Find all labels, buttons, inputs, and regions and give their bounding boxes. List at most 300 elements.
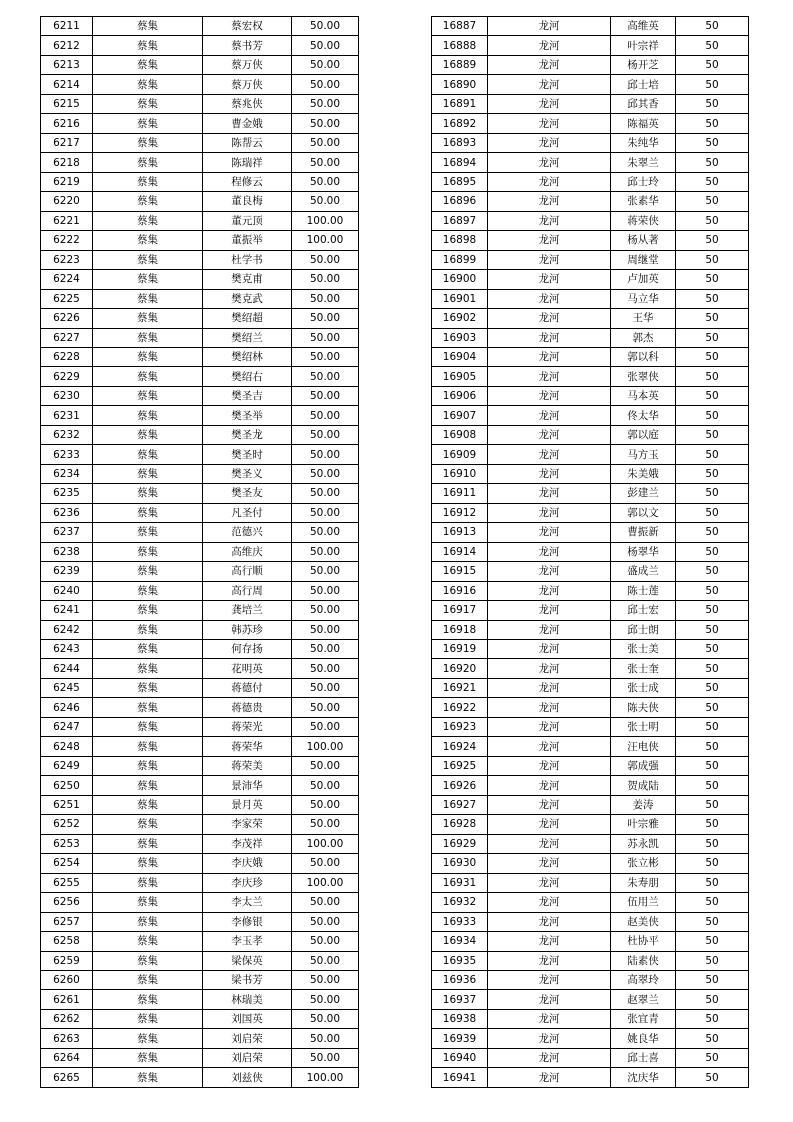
amount-cell: 50.00 (292, 1048, 359, 1067)
amount-cell: 50 (676, 990, 749, 1009)
person-name-cell: 蔡万侠 (203, 55, 292, 74)
row-number-cell: 6245 (41, 678, 93, 697)
village-cell: 蔡集 (93, 542, 203, 561)
row-number-cell: 16927 (432, 795, 488, 814)
row-number-cell: 16933 (432, 912, 488, 931)
table-row (432, 776, 749, 795)
amount-cell: 50 (676, 328, 749, 347)
amount-cell: 50.00 (292, 893, 359, 912)
amount-cell: 50 (676, 756, 749, 775)
person-name-cell: 张士明 (611, 717, 676, 736)
table-row (41, 367, 359, 386)
village-cell: 蔡集 (93, 854, 203, 873)
amount-cell: 50 (676, 912, 749, 931)
person-name-cell: 汪电侠 (611, 737, 676, 756)
person-name-cell: 卢加英 (611, 270, 676, 289)
person-name-cell: 佟太华 (611, 406, 676, 425)
village-cell: 龙河 (488, 75, 611, 94)
amount-cell: 50 (676, 795, 749, 814)
row-number-cell: 16925 (432, 756, 488, 775)
table-row (41, 114, 359, 133)
village-cell: 蔡集 (93, 328, 203, 347)
amount-cell: 50 (676, 951, 749, 970)
amount-cell: 50.00 (292, 542, 359, 561)
village-cell: 蔡集 (93, 659, 203, 678)
table-row (432, 717, 749, 736)
village-cell: 蔡集 (93, 912, 203, 931)
person-name-cell: 樊绍超 (203, 309, 292, 328)
row-number-cell: 16888 (432, 36, 488, 55)
person-name-cell: 刘国英 (203, 1009, 292, 1028)
person-name-cell: 邱士喜 (611, 1048, 676, 1067)
person-name-cell: 李家荣 (203, 815, 292, 834)
table-row (432, 309, 749, 328)
village-cell: 蔡集 (93, 1029, 203, 1048)
table-row (41, 776, 359, 795)
table-row (41, 698, 359, 717)
amount-cell: 50.00 (292, 386, 359, 405)
table-row (432, 659, 749, 678)
person-name-cell: 刘启荣 (203, 1048, 292, 1067)
person-name-cell: 樊圣时 (203, 445, 292, 464)
table-row (41, 133, 359, 152)
amount-cell: 50.00 (292, 17, 359, 36)
table-row (41, 737, 359, 756)
amount-cell: 50.00 (292, 250, 359, 269)
table-row (432, 347, 749, 366)
row-number-cell: 16891 (432, 94, 488, 113)
village-cell: 龙河 (488, 386, 611, 405)
row-number-cell: 16900 (432, 270, 488, 289)
row-number-cell: 16919 (432, 640, 488, 659)
amount-cell: 50 (676, 367, 749, 386)
village-cell: 蔡集 (93, 1068, 203, 1087)
person-name-cell: 蒋荣美 (203, 756, 292, 775)
amount-cell: 50.00 (292, 854, 359, 873)
village-cell: 龙河 (488, 309, 611, 328)
row-number-cell: 16928 (432, 815, 488, 834)
person-name-cell: 樊克甫 (203, 270, 292, 289)
person-name-cell: 杨从著 (611, 231, 676, 250)
person-name-cell: 蒋荣华 (203, 737, 292, 756)
village-cell: 龙河 (488, 231, 611, 250)
row-number-cell: 16917 (432, 601, 488, 620)
amount-cell: 50.00 (292, 912, 359, 931)
village-cell: 龙河 (488, 133, 611, 152)
amount-cell: 50.00 (292, 347, 359, 366)
row-number-cell: 6219 (41, 172, 93, 191)
table-row (432, 854, 749, 873)
person-name-cell: 杨开芝 (611, 55, 676, 74)
row-number-cell: 6228 (41, 347, 93, 366)
amount-cell: 50 (676, 211, 749, 230)
village-cell: 蔡集 (93, 932, 203, 951)
person-name-cell: 樊圣举 (203, 406, 292, 425)
table-row (432, 932, 749, 951)
table-row (41, 562, 359, 581)
village-cell: 龙河 (488, 795, 611, 814)
table-row (432, 250, 749, 269)
village-cell: 蔡集 (93, 250, 203, 269)
village-cell: 蔡集 (93, 503, 203, 522)
table-row (41, 873, 359, 892)
village-cell: 龙河 (488, 503, 611, 522)
row-number-cell: 16895 (432, 172, 488, 191)
table-row (432, 484, 749, 503)
table-row (432, 912, 749, 931)
table-row (41, 815, 359, 834)
row-number-cell: 16939 (432, 1029, 488, 1048)
amount-cell: 50 (676, 36, 749, 55)
person-name-cell: 陈士莲 (611, 581, 676, 600)
village-cell: 蔡集 (93, 172, 203, 191)
table-row (41, 659, 359, 678)
row-number-cell: 16897 (432, 211, 488, 230)
person-name-cell: 樊圣友 (203, 484, 292, 503)
table-row (41, 328, 359, 347)
person-name-cell: 高翠玲 (611, 970, 676, 989)
amount-cell: 100.00 (292, 211, 359, 230)
table-row (41, 581, 359, 600)
amount-cell: 50.00 (292, 581, 359, 600)
row-number-cell: 16937 (432, 990, 488, 1009)
village-cell: 蔡集 (93, 562, 203, 581)
amount-cell: 50.00 (292, 94, 359, 113)
person-name-cell: 彭建兰 (611, 484, 676, 503)
table-row (432, 55, 749, 74)
row-number-cell: 16914 (432, 542, 488, 561)
village-cell: 蔡集 (93, 951, 203, 970)
row-number-cell: 16911 (432, 484, 488, 503)
row-number-cell: 16903 (432, 328, 488, 347)
row-number-cell: 6224 (41, 270, 93, 289)
row-number-cell: 16935 (432, 951, 488, 970)
table-row (432, 834, 749, 853)
row-number-cell: 6237 (41, 523, 93, 542)
amount-cell: 50.00 (292, 445, 359, 464)
table-row (432, 231, 749, 250)
table-row (41, 425, 359, 444)
village-cell: 蔡集 (93, 17, 203, 36)
row-number-cell: 6222 (41, 231, 93, 250)
person-name-cell: 朱翠兰 (611, 153, 676, 172)
row-number-cell: 6252 (41, 815, 93, 834)
table-row (41, 36, 359, 55)
village-cell: 蔡集 (93, 192, 203, 211)
village-cell: 蔡集 (93, 347, 203, 366)
table-row (432, 133, 749, 152)
amount-cell: 50.00 (292, 133, 359, 152)
amount-cell: 50 (676, 231, 749, 250)
left-roster-table (40, 16, 359, 1088)
village-cell: 龙河 (488, 36, 611, 55)
person-name-cell: 蔡书芳 (203, 36, 292, 55)
person-name-cell: 樊克武 (203, 289, 292, 308)
table-row (41, 970, 359, 989)
row-number-cell: 16936 (432, 970, 488, 989)
person-name-cell: 樊圣义 (203, 464, 292, 483)
amount-cell: 50 (676, 1068, 749, 1087)
table-row (41, 172, 359, 191)
row-number-cell: 6239 (41, 562, 93, 581)
person-name-cell: 叶宗祥 (611, 36, 676, 55)
table-row (41, 795, 359, 814)
amount-cell: 50.00 (292, 776, 359, 795)
person-name-cell: 贺成陆 (611, 776, 676, 795)
table-row (432, 94, 749, 113)
amount-cell: 50 (676, 678, 749, 697)
amount-cell: 50.00 (292, 289, 359, 308)
row-number-cell: 16894 (432, 153, 488, 172)
table-row (432, 36, 749, 55)
table-row (41, 464, 359, 483)
table-row (41, 503, 359, 522)
amount-cell: 50 (676, 347, 749, 366)
amount-cell: 50 (676, 932, 749, 951)
person-name-cell: 董振举 (203, 231, 292, 250)
row-number-cell: 16926 (432, 776, 488, 795)
row-number-cell: 6257 (41, 912, 93, 931)
village-cell: 蔡集 (93, 737, 203, 756)
village-cell: 蔡集 (93, 795, 203, 814)
person-name-cell: 李修银 (203, 912, 292, 931)
table-row (432, 270, 749, 289)
village-cell: 龙河 (488, 581, 611, 600)
person-name-cell: 杜学书 (203, 250, 292, 269)
person-name-cell: 林瑞美 (203, 990, 292, 1009)
person-name-cell: 高维英 (611, 17, 676, 36)
person-name-cell: 景月英 (203, 795, 292, 814)
table-row (41, 386, 359, 405)
amount-cell: 50.00 (292, 464, 359, 483)
person-name-cell: 何存扬 (203, 640, 292, 659)
left-roster-body (41, 17, 359, 1088)
row-number-cell: 16918 (432, 620, 488, 639)
person-name-cell: 陆素侠 (611, 951, 676, 970)
amount-cell: 50.00 (292, 951, 359, 970)
village-cell: 蔡集 (93, 309, 203, 328)
row-number-cell: 16892 (432, 114, 488, 133)
right-roster-body (432, 17, 749, 1088)
person-name-cell: 郭以科 (611, 347, 676, 366)
row-number-cell: 6251 (41, 795, 93, 814)
row-number-cell: 16913 (432, 523, 488, 542)
person-name-cell: 樊圣龙 (203, 425, 292, 444)
table-row (432, 503, 749, 522)
person-name-cell: 叶宗雅 (611, 815, 676, 834)
table-row (41, 270, 359, 289)
village-cell: 龙河 (488, 1068, 611, 1087)
table-row (432, 795, 749, 814)
row-number-cell: 6213 (41, 55, 93, 74)
village-cell: 龙河 (488, 367, 611, 386)
village-cell: 龙河 (488, 523, 611, 542)
village-cell: 龙河 (488, 211, 611, 230)
table-row (41, 250, 359, 269)
row-number-cell: 16904 (432, 347, 488, 366)
village-cell: 龙河 (488, 250, 611, 269)
village-cell: 龙河 (488, 55, 611, 74)
row-number-cell: 16902 (432, 309, 488, 328)
person-name-cell: 郭以文 (611, 503, 676, 522)
village-cell: 蔡集 (93, 834, 203, 853)
table-row (432, 698, 749, 717)
row-number-cell: 6221 (41, 211, 93, 230)
row-number-cell: 6225 (41, 289, 93, 308)
village-cell: 蔡集 (93, 640, 203, 659)
amount-cell: 50 (676, 17, 749, 36)
row-number-cell: 6236 (41, 503, 93, 522)
village-cell: 龙河 (488, 464, 611, 483)
row-number-cell: 6226 (41, 309, 93, 328)
person-name-cell: 朱寿朋 (611, 873, 676, 892)
person-name-cell: 陈福英 (611, 114, 676, 133)
village-cell: 龙河 (488, 717, 611, 736)
village-cell: 龙河 (488, 542, 611, 561)
table-row (41, 854, 359, 873)
table-row (41, 211, 359, 230)
village-cell: 蔡集 (93, 406, 203, 425)
person-name-cell: 高行顺 (203, 562, 292, 581)
village-cell: 蔡集 (93, 289, 203, 308)
person-name-cell: 邱士宏 (611, 601, 676, 620)
amount-cell: 50 (676, 289, 749, 308)
amount-cell: 50 (676, 620, 749, 639)
village-cell: 龙河 (488, 172, 611, 191)
village-cell: 龙河 (488, 328, 611, 347)
row-number-cell: 6215 (41, 94, 93, 113)
village-cell: 蔡集 (93, 678, 203, 697)
row-number-cell: 6247 (41, 717, 93, 736)
row-number-cell: 6246 (41, 698, 93, 717)
person-name-cell: 蒋荣光 (203, 717, 292, 736)
person-name-cell: 范德兴 (203, 523, 292, 542)
table-row (432, 211, 749, 230)
village-cell: 龙河 (488, 659, 611, 678)
table-row (41, 1048, 359, 1067)
row-number-cell: 6240 (41, 581, 93, 600)
table-row (41, 153, 359, 172)
row-number-cell: 6242 (41, 620, 93, 639)
person-name-cell: 张宜青 (611, 1009, 676, 1028)
amount-cell: 50.00 (292, 172, 359, 191)
amount-cell: 50 (676, 55, 749, 74)
village-cell: 蔡集 (93, 94, 203, 113)
amount-cell: 100.00 (292, 737, 359, 756)
table-row (432, 756, 749, 775)
table-row (41, 289, 359, 308)
amount-cell: 50 (676, 1009, 749, 1028)
person-name-cell: 郭以庭 (611, 425, 676, 444)
amount-cell: 50.00 (292, 990, 359, 1009)
village-cell: 龙河 (488, 951, 611, 970)
village-cell: 龙河 (488, 873, 611, 892)
row-number-cell: 6241 (41, 601, 93, 620)
village-cell: 蔡集 (93, 425, 203, 444)
person-name-cell: 郭杰 (611, 328, 676, 347)
person-name-cell: 王华 (611, 309, 676, 328)
table-row (432, 153, 749, 172)
person-name-cell: 马本英 (611, 386, 676, 405)
amount-cell: 50.00 (292, 36, 359, 55)
person-name-cell: 曹振新 (611, 523, 676, 542)
row-number-cell: 6250 (41, 776, 93, 795)
person-name-cell: 朱美娥 (611, 464, 676, 483)
village-cell: 龙河 (488, 698, 611, 717)
person-name-cell: 张士美 (611, 640, 676, 659)
table-row (41, 951, 359, 970)
table-row (41, 834, 359, 853)
table-row (432, 542, 749, 561)
village-cell: 龙河 (488, 893, 611, 912)
row-number-cell: 6263 (41, 1029, 93, 1048)
amount-cell: 100.00 (292, 873, 359, 892)
village-cell: 龙河 (488, 990, 611, 1009)
table-row (432, 1009, 749, 1028)
village-cell: 龙河 (488, 484, 611, 503)
person-name-cell: 樊绍右 (203, 367, 292, 386)
person-name-cell: 樊绍兰 (203, 328, 292, 347)
village-cell: 蔡集 (93, 386, 203, 405)
table-row (41, 231, 359, 250)
person-name-cell: 杨翠华 (611, 542, 676, 561)
village-cell: 蔡集 (93, 581, 203, 600)
village-cell: 蔡集 (93, 231, 203, 250)
table-row (432, 172, 749, 191)
table-row (432, 406, 749, 425)
amount-cell: 50 (676, 484, 749, 503)
person-name-cell: 张素华 (611, 192, 676, 211)
person-name-cell: 李庆珍 (203, 873, 292, 892)
amount-cell: 50 (676, 698, 749, 717)
person-name-cell: 刘启荣 (203, 1029, 292, 1048)
village-cell: 蔡集 (93, 464, 203, 483)
row-number-cell: 16915 (432, 562, 488, 581)
row-number-cell: 16938 (432, 1009, 488, 1028)
person-name-cell: 樊绍林 (203, 347, 292, 366)
amount-cell: 50 (676, 1048, 749, 1067)
table-row (432, 1068, 749, 1087)
amount-cell: 50.00 (292, 367, 359, 386)
row-number-cell: 6212 (41, 36, 93, 55)
table-row (432, 328, 749, 347)
table-row (432, 893, 749, 912)
person-name-cell: 梁保英 (203, 951, 292, 970)
person-name-cell: 邱士玲 (611, 172, 676, 191)
village-cell: 龙河 (488, 1029, 611, 1048)
village-cell: 蔡集 (93, 893, 203, 912)
person-name-cell: 陈夫侠 (611, 698, 676, 717)
person-name-cell: 朱纯华 (611, 133, 676, 152)
table-row (41, 347, 359, 366)
amount-cell: 50 (676, 640, 749, 659)
person-name-cell: 蔡万侠 (203, 75, 292, 94)
amount-cell: 50 (676, 523, 749, 542)
village-cell: 蔡集 (93, 698, 203, 717)
person-name-cell: 樊圣吉 (203, 386, 292, 405)
row-number-cell: 16907 (432, 406, 488, 425)
person-name-cell: 龚培兰 (203, 601, 292, 620)
village-cell: 龙河 (488, 640, 611, 659)
village-cell: 龙河 (488, 834, 611, 853)
table-row (432, 601, 749, 620)
village-cell: 蔡集 (93, 620, 203, 639)
table-row (41, 1068, 359, 1087)
person-name-cell: 李玉孝 (203, 932, 292, 951)
village-cell: 龙河 (488, 912, 611, 931)
person-name-cell: 张士成 (611, 678, 676, 697)
amount-cell: 50.00 (292, 659, 359, 678)
